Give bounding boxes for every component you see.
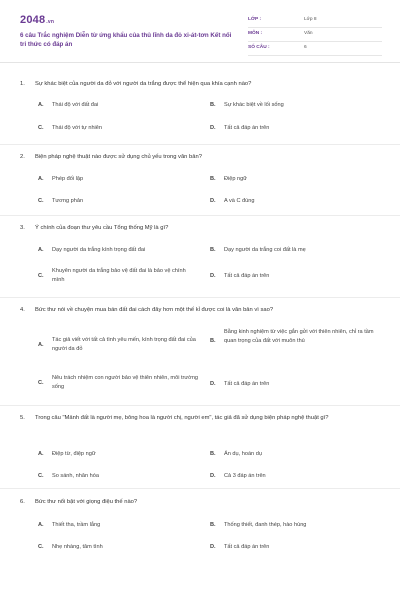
option-letter: C.	[38, 473, 44, 479]
question-text	[20, 306, 365, 315]
option-letter: C.	[38, 125, 44, 131]
logo-text: 2048	[20, 14, 46, 26]
option-text: Tương phản	[52, 198, 84, 204]
option-text: Khuyên người da trắng bảo vệ đất đai là bảo vệ chính mình	[52, 268, 186, 283]
option-letter: B.	[210, 176, 216, 182]
option-letter: D.	[210, 125, 216, 131]
option-letter: A.	[38, 451, 44, 457]
option-text: Ẩn dụ, hoán dụ	[224, 451, 262, 457]
question-body: Trong câu "Mảnh đất là người mẹ, bông hoa là người chị, người em", tác giả đã sử dụng biện pháp nghệ thuật gì?	[35, 415, 329, 421]
option-letter: A.	[38, 342, 44, 348]
option-text: So sánh, nhân hóa	[52, 473, 99, 479]
option-text: Tất cả đáp án trên	[224, 125, 270, 131]
question-separator	[0, 297, 400, 298]
header-divider	[0, 62, 400, 63]
question-body: Ý chính của đoạn thư yêu cầu Tổng thống Mỹ là gì?	[35, 225, 169, 231]
option-letter: C.	[38, 273, 44, 279]
option-letter: B.	[210, 522, 216, 528]
meta-panel	[248, 14, 382, 56]
meta-label: MÔN :	[248, 31, 263, 36]
option-letter: D.	[210, 473, 216, 479]
question-number: 1.	[20, 81, 25, 87]
option-text: Tất cả đáp án trên	[224, 544, 270, 550]
meta-value: Lớp 8	[304, 17, 317, 22]
question-number: 2.	[20, 154, 25, 160]
question-body: Bức thư nói về chuyện mua bán đất đai cách đây hơn một thế kỉ được coi là văn bản vì sao?	[35, 307, 274, 313]
option-letter: B.	[210, 451, 216, 457]
question-separator	[0, 144, 400, 145]
option-letter: D.	[210, 544, 216, 550]
option-text: Nêu trách nhiệm con người bảo vệ thiên nhiên, môi trường sống	[52, 375, 199, 390]
meta-value: 6	[304, 45, 307, 50]
question-number: 4.	[20, 307, 25, 313]
question-body: Bức thư nổi bật với giọng điệu thế nào?	[35, 499, 138, 505]
option-text: Thống thiết, đanh thép, hào hùng	[224, 522, 307, 528]
meta-row-count	[248, 42, 382, 56]
option-letter: A.	[38, 522, 44, 528]
option-letter: B.	[210, 247, 216, 253]
option-text: Dạy người da trắng coi đất là mẹ	[224, 247, 306, 253]
option-text: Phép đối lập	[52, 176, 84, 182]
option-text: A và C đúng	[224, 198, 255, 204]
page-header	[20, 14, 382, 60]
option-text: Dạy người da trắng kính trọng đất đai	[52, 247, 146, 253]
option-letter: B.	[210, 338, 216, 344]
option-text: Tác giả viết với tất cả tình yêu mến, kính trọng đất đai của người da đỏ	[52, 337, 196, 352]
option-text: Tất cả đáp án trên	[224, 273, 270, 279]
option-letter: C.	[38, 544, 44, 550]
option-letter: A.	[38, 247, 44, 253]
question-separator	[0, 405, 400, 406]
option-text: Sự khác biệt về lối sống	[224, 102, 284, 108]
option-letter: D.	[210, 381, 216, 387]
question-separator	[0, 488, 400, 489]
option-letter: A.	[38, 102, 44, 108]
option-text: Thái độ với đất đai	[52, 102, 99, 108]
meta-row-class	[248, 14, 382, 28]
option-letter: A.	[38, 176, 44, 182]
option-letter: C.	[38, 380, 44, 386]
option-letter: C.	[38, 198, 44, 204]
question-text	[20, 414, 365, 423]
option-text: Điệp ngữ	[224, 176, 248, 182]
option-text: Tất cả đáp án trên	[224, 381, 270, 387]
option-text: Nhẹ nhàng, tâm tình	[52, 544, 103, 550]
option-text: Thái độ với tự nhiên	[52, 125, 103, 131]
logo-suffix: .vn	[46, 19, 55, 25]
meta-value: Văn	[304, 31, 313, 36]
question-body: Biện pháp nghệ thuật nào được sử dụng chủ yếu trong văn bản?	[35, 154, 202, 160]
question-text	[20, 224, 365, 233]
site-logo[interactable]	[20, 14, 54, 26]
question-text	[20, 498, 365, 507]
option-letter: B.	[210, 102, 216, 108]
question-separator	[0, 215, 400, 216]
option-letter: D.	[210, 198, 216, 204]
option-text: Điệp từ, điệp ngữ	[52, 451, 96, 457]
question-text	[20, 80, 365, 89]
option-text: Cả 3 đáp án trên	[224, 473, 266, 479]
page-title: 6 câu Trắc nghiệm Diễn từ ứng khẩu của thủ lĩnh da đỏ xi-át-tơn Kết nối tri thức có đáp án	[20, 32, 232, 48]
question-text	[20, 153, 365, 162]
question-number: 5.	[20, 415, 25, 421]
option-text: Bằng kinh nghiệm từ việc gắn gửi với thiên nhiên, chỉ ra tầm quan trọng của đất với muôn thú	[224, 329, 374, 344]
question-number: 6.	[20, 499, 25, 505]
option-letter: D.	[210, 273, 216, 279]
meta-row-subject	[248, 28, 382, 42]
question-number: 3.	[20, 225, 25, 231]
option-text: Thiết tha, trầm lắng	[52, 522, 101, 528]
meta-label: LỚP :	[248, 17, 262, 22]
meta-label: SỐ CÂU :	[248, 45, 270, 50]
question-body: Sự khác biệt của người da đỏ với người da trắng được thể hiện qua khía cạnh nào?	[35, 81, 252, 87]
